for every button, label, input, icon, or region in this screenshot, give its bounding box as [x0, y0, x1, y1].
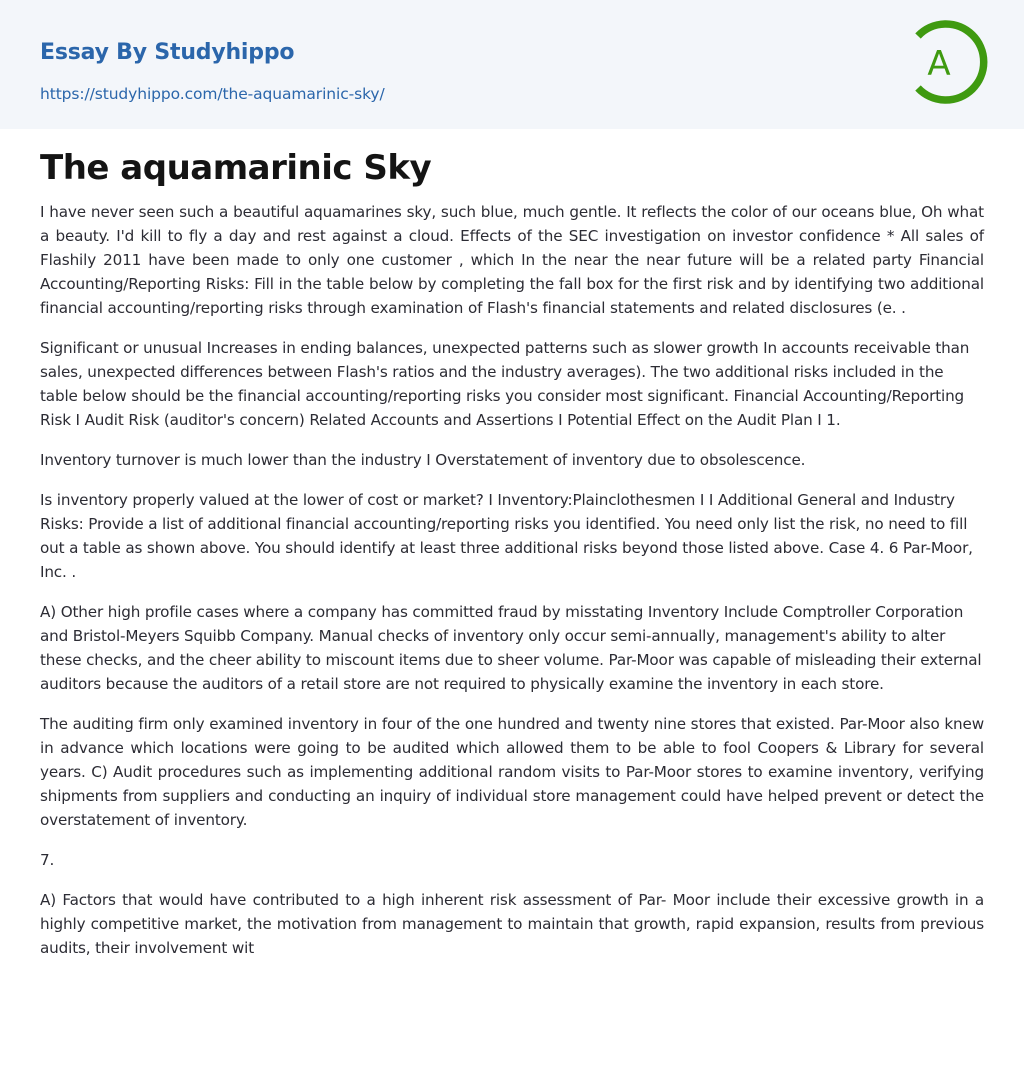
essay-paragraph: A) Other high profile cases where a company has committed fraud by misstating Inventory Include Comptroller Corporation and Bristol-Meyers Squibb Company. Manual checks of inventory only occur semi-annually, management's ability to alter these checks, and the cheer ability to miscount items due to sheer volume. Par-Moor was capable of misleading their external auditors because the auditors of a retail store are not required to physically examine the inventory in each store.	[40, 603, 982, 693]
essay-paragraph: I have never seen such a beautiful aquamarines sky, such blue, much gentle. It reflects the color of our oceans blue, Oh what a beauty. I'd kill to fly a day and rest against a cloud. Effects of the SEC investigation on investor confidence * All sales of Flashily 2011 have been made to only one customer , which In the near the near future will be a related party Financial Accounting/Reporting Risks: Fill in the table below by completing the fall box for the first risk and by identifying two additional financial accounting/reporting risks through examination of Flash's financial statements and related disclosures (e. .	[40, 203, 984, 317]
studyhippo-logo-icon[interactable]	[912, 18, 988, 106]
logo-letter: A	[927, 44, 951, 84]
essay-paragraph: 7.	[40, 851, 55, 869]
essay-paragraph: Is inventory properly valued at the lower of cost or market? I Inventory:Plainclothesmen I I Additional General and Industry Risks: Provide a list of additional financial accounting/reporting risks you identified. You need only list the risk, no need to fill out a table as shown above. You should identify at least three additional risks beyond those listed above. Case 4. 6 Par-Moor, Inc. .	[40, 491, 973, 581]
essay-url-link[interactable]: https://studyhippo.com/the-aquamarinic-sky/	[40, 85, 385, 103]
essay-body	[40, 200, 984, 976]
brand-title: Essay By Studyhippo	[40, 40, 295, 65]
essay-paragraph: The auditing firm only examined inventory in four of the one hundred and twenty nine stores that existed. Par-Moor also knew in advance which locations were going to be audited which allowed them to be able to fool Coopers & Library for several years. C) Audit procedures such as implementing additional random visits to Par-Moor stores to examine inventory, verifying shipments from suppliers and conducting an inquiry of individual store management could have helped prevent or detect the overstatement of inventory.	[40, 715, 984, 829]
essay-paragraph: Inventory turnover is much lower than the industry I Overstatement of inventory due to obsolescence.	[40, 451, 806, 469]
essay-paragraph: A) Factors that would have contributed to a high inherent risk assessment of Par- Moor include their excessive growth in a highly competitive market, the motivation from management to maintain that growth, rapid expansion, results from previous audits, their involvement wit	[40, 891, 984, 957]
page-title: The aquamarinic Sky	[40, 148, 432, 188]
essay-paragraph: Significant or unusual Increases in ending balances, unexpected patterns such as slower growth In accounts receivable than sales, unexpected differences between Flash's ratios and the industry averages). The two additional risks included in the table below should be the financial accounting/reporting risks you consider most significant. Financial Accounting/Reporting Risk I Audit Risk (auditor's concern) Related Accounts and Assertions I Potential Effect on the Audit Plan I 1.	[40, 339, 970, 429]
